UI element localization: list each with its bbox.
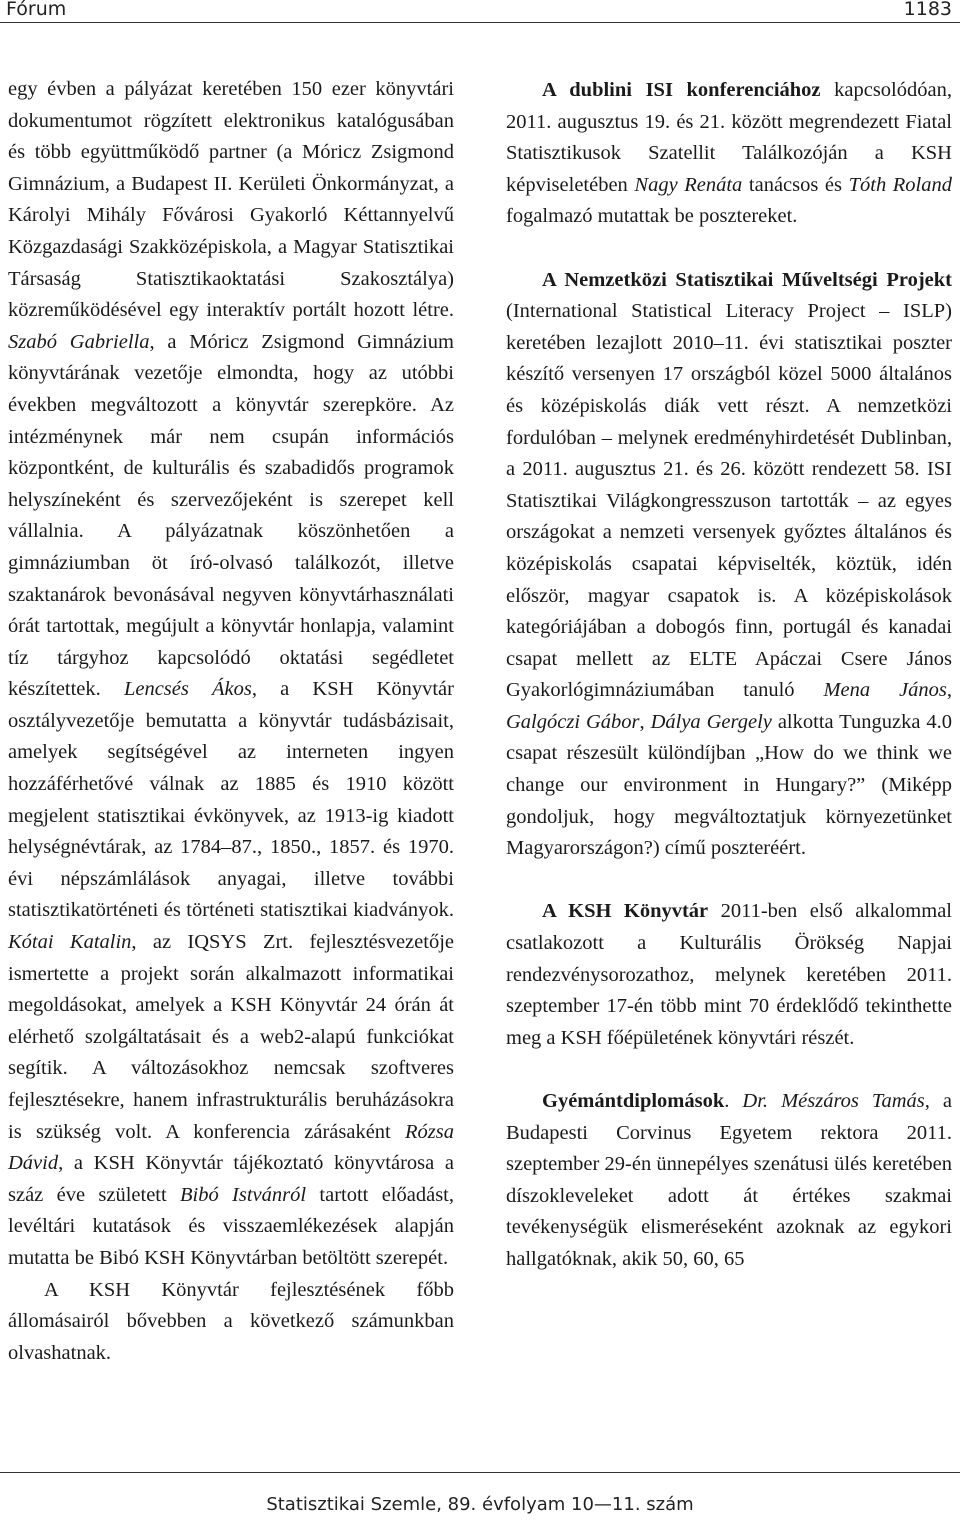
news-heading: A Nemzetközi Statisztikai Műveltségi Projekt xyxy=(542,268,952,291)
person-name: Lencsés Ákos xyxy=(123,678,252,701)
text-run: fogalmazó mutattak be posztereket. xyxy=(506,205,798,228)
person-name: Nagy Renáta xyxy=(634,173,743,196)
text-run: tartott előadást, levéltári kutatások és visszaemlékezések alapján mutatta be Bibó KSH Könyvtárban betöltött szerepét. xyxy=(8,1183,454,1269)
news-item-diplomas xyxy=(506,1086,952,1276)
left-column xyxy=(8,74,454,1369)
article-paragraph xyxy=(8,74,454,1275)
section-title: Fórum xyxy=(6,0,67,20)
page-header xyxy=(0,0,960,22)
person-name: Dálya Gergely xyxy=(650,710,772,733)
person-name: Bibó Istvánról xyxy=(180,1183,307,1206)
person-name: Tóth Roland xyxy=(848,173,952,196)
person-name: Galgóczi Gábor xyxy=(506,710,640,733)
text-run: , xyxy=(946,679,952,702)
person-name: Dr. Mészáros Tamás xyxy=(742,1090,925,1112)
text-run: . xyxy=(724,1090,743,1112)
text-run: , xyxy=(639,710,651,733)
person-name: Rózsa Dávid xyxy=(8,1120,454,1175)
right-column xyxy=(506,75,952,1276)
footer-rule xyxy=(0,1472,960,1473)
text-run: , a Móricz Zsigmond Gimnázium könyvtárának vezetője elmondta, hogy az utóbbi években megváltozott a könyvtár szerepköre. Az intézménynek már nem csupán információs központként, de kulturális és szabadidős programok helyszíneként és szervezőjeként is szerepet kell vállalnia. A pályázatnak köszönhetően a gimnáziumban öt író-olvasó találkozót, illetve szaktanárok bevonásával negyven könyvtárhasználati órát tartottak, megújult a könyvtár honlapja, valamint tíz tárgyhoz kapcsolódó oktatási segédletet készítettek. xyxy=(8,330,454,701)
closing-paragraph: A KSH Könyvtár fejlesztésének főbb állomásairól bővebben a következő számunkban olvashatnak. xyxy=(8,1278,454,1364)
news-heading: Gyémántdiplomások xyxy=(542,1090,725,1112)
news-item-islp xyxy=(506,265,952,865)
news-heading: A KSH Könyvtár xyxy=(542,900,709,923)
person-name: Mena János xyxy=(823,679,947,702)
text-run: 2011-ben első alkalommal csatlakozott a Kulturális Örökség Napjai rendezvénysorozathoz, melynek keretében 2011. szeptember 17-én több mint 70 érdeklődő tekinthette meg a KSH főépületének könyvtári részét. xyxy=(506,900,952,1049)
text-run: egy évben a pályázat keretében 150 ezer könyvtári dokumentumot rögzített elektronikus katalógusában és több együttműködő partner (a Móricz Zsigmond Gimnázium, a Budapest II. Kerületi Önkormányzat, a Károlyi Mihály Fővárosi Gyakorló Kéttannyelvű Közgazdasági Szakközépiskola, a Magyar Statisztikai Társaság Statisztikaoktatási Szakosztálya) közreműködésével egy interaktív portált hozott létre. xyxy=(8,78,454,322)
text-run: , a KSH Könyvtár tájékoztató könyvtárosa a száz éve született xyxy=(8,1152,454,1206)
text-run: alkotta Tunguzka 4.0 csapat részesült különdíjban „How do we think we change our environment in Hungary?” (Miképp gondoljuk, hogy megváltoztatjuk környezetünket Magyarországon?) című poszteréért. xyxy=(506,710,952,860)
page-number: 1183 xyxy=(903,0,952,20)
text-run: (International Statistical Literacy Project – ISLP) keretében lezajlott 2010–11. évi statisztikai poszter készítő versenyen 17 országból közel 5000 általános és középiskolás diák vett részt. A nemzetközi fordulóban – melynek eredményhirdetését Dublinban, a 2011. augusztus 21. és 26. között rendezett 58. ISI Statisztikai Világkongresszuson tartották – az egyes országokat a nemzeti versenyek győztes általános és középiskolás csapatai képviselték, köztük, idén először, magyar csapatok is. A középiskolások kategóriájában a dobogós finn, portugál és kanadai csapat mellett az ELTE Apáczai Csere János Gyakorlógimnáziumában tanuló xyxy=(506,300,952,702)
news-item-dublin xyxy=(506,75,952,233)
header-rule xyxy=(0,22,960,23)
news-item-library xyxy=(506,896,952,1054)
text-run: , a Budapesti Corvinus Egyetem rektora 2011. szeptember 29-én ünnepélyes szenátusi ülés keretében díszokleveleket adott át értékes szakmai tevékenységük elismeréseként azoknak az egykori hallgatóknak, akik 50, 60, 65 xyxy=(506,1090,952,1270)
person-name: Kótai Katalin xyxy=(8,931,132,954)
text-run: tanácsos és xyxy=(742,173,849,196)
text-run: kapcsolódóan, 2011. augusztus 19. és 21. között megrendezett Fiatal Statisztikusok Szatellit Találkozóján a KSH képviseletében xyxy=(506,79,952,196)
text-run: , az IQSYS Zrt. fejlesztésvezetője ismertette a projekt során alkalmazott informatikai megoldásokat, amelyek a KSH Könyvtár 24 órán át elérhető szolgáltatásait és a web2-alapú funkciókat segítik. A változásokhoz nemcsak szoftveres fejlesztésekre, hanem infrastrukturális beruházásokra is szükség volt. A konferencia zárásaként xyxy=(8,931,454,1143)
person-name: Szabó Gabriella xyxy=(8,330,150,353)
text-run: , a KSH Könyvtár osztályvezetője bemutatta a könyvtár tudásbázisait, amelyek segítségével az interneten ingyen hozzáférhetővé válnak az 1885 és 1910 között megjelent statisztikai évkönyvek, az 1913-ig kiadott helységnévtárak, az 1784–87., 1850., 1857. és 1970. évi népszámlálások anyagai, illetve további statisztikatörténeti és történeti statisztikai kiadványok. xyxy=(8,678,454,922)
page-footer: Statisztikai Szemle, 89. évfolyam 10—11. szám xyxy=(266,1494,694,1515)
news-heading: A dublini ISI konferenciához xyxy=(542,79,821,101)
